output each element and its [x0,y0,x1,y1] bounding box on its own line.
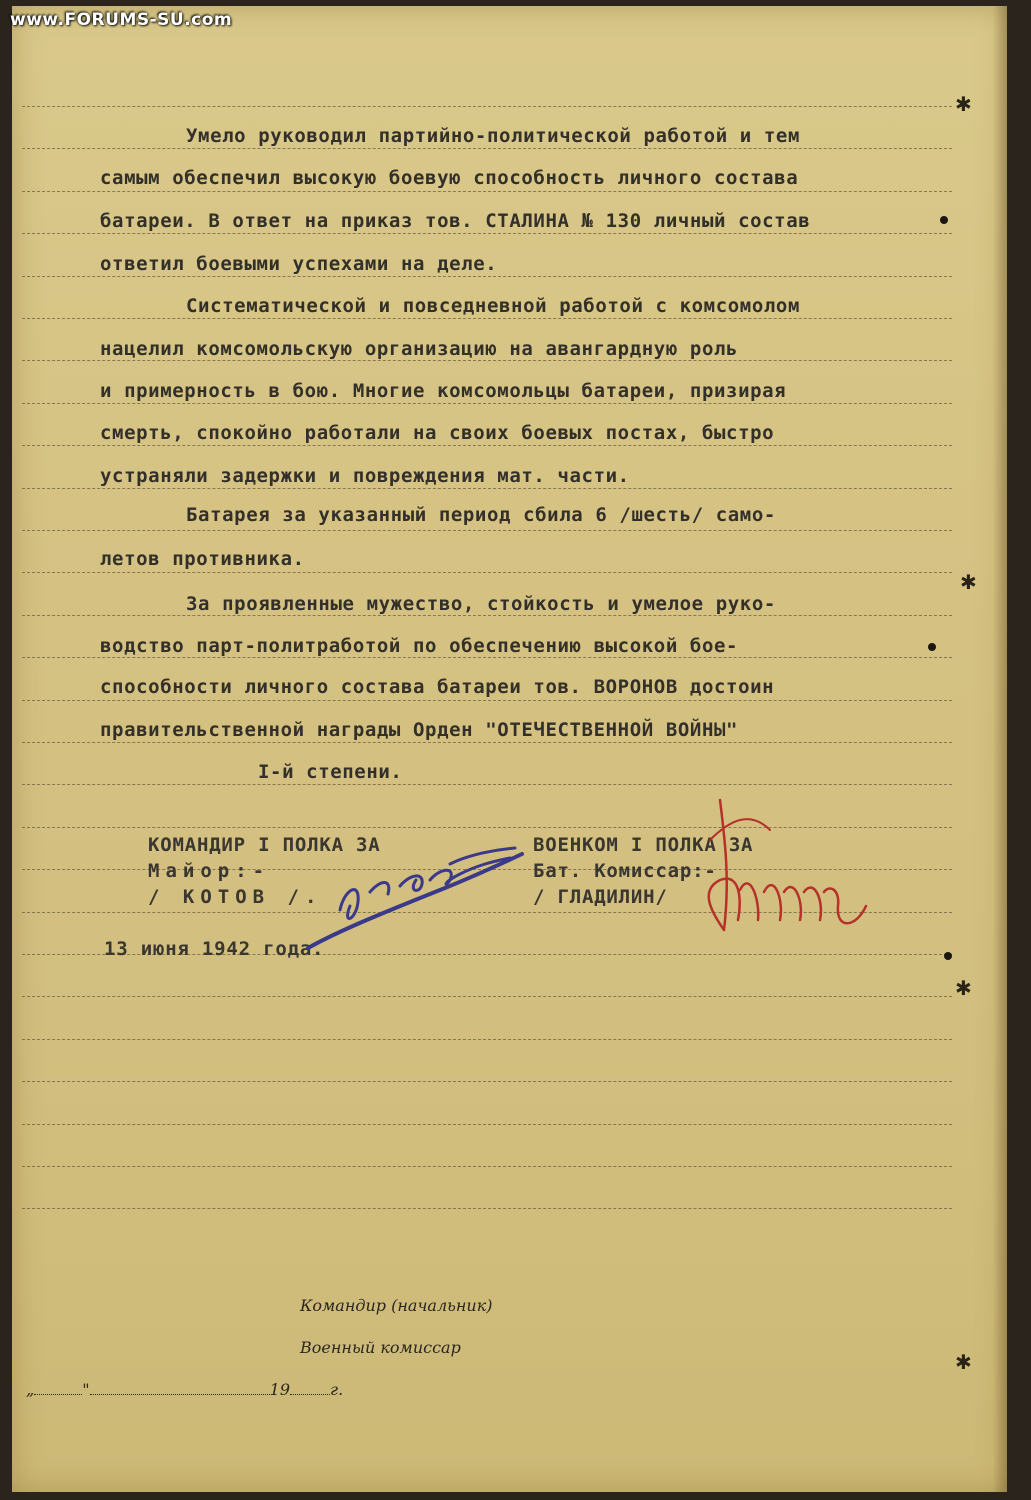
commissar-rank: Бат. Комиссар:- [533,860,717,882]
year-blank [290,1382,330,1395]
ruled-line [22,276,952,277]
ruled-line [22,996,952,997]
typed-line: самым обеспечил высокую боевую способность личного состава [100,167,799,189]
date-close-quote: " [82,1380,90,1399]
typed-line: устраняли задержки и повреждения мат. части. [100,465,630,487]
ruled-line [22,318,952,319]
punch-hole [928,643,936,651]
typed-line: способности личного состава батареи тов. ВОРОНОВ достоин [100,676,775,698]
typed-line: водство парт-политработой по обеспечению высокой бое- [100,635,739,657]
form-commissar-label: Военный комиссар [300,1338,461,1357]
sheet-edge-shadow [993,6,1007,1492]
commander-title: КОМАНДИР I ПОЛКА ЗА [148,834,381,856]
date-open-quote: „ [26,1380,35,1399]
commander-rank: Майор:- [148,860,271,882]
typed-line: ответил боевыми успехами на деле. [100,253,498,275]
day-blank [34,1382,82,1395]
typed-line: Систематической и повседневной работой с комсомолом [186,295,800,317]
ruled-line [22,1124,952,1125]
margin-star-mark: ✱ [955,976,972,1000]
typed-line: Батарея за указанный период сбила 6 /шесть/ само- [186,504,776,526]
typed-line: смерть, спокойно работали на своих боевых постах, быстро [100,422,775,444]
ruled-line [22,742,952,743]
ruled-line [22,148,952,149]
margin-star-mark: ✱ [960,570,977,594]
punch-hole [944,952,952,960]
ruled-line [22,784,952,785]
ruled-line [22,1208,952,1209]
ruled-line [22,1081,952,1082]
commander-name: / КОТОВ /. [148,886,323,908]
document-date: 13 июня 1942 года. [104,938,325,960]
ruled-line [22,912,952,913]
typed-line: I-й степени. [258,761,403,783]
ruled-line [22,191,952,192]
typed-line: нацелил комсомольскую организацию на авангардную роль [100,338,739,360]
ruled-line [22,1166,952,1167]
ruled-line [22,403,952,404]
typed-line: Умело руководил партийно-политической работой и тем [186,125,800,147]
margin-star-mark: ✱ [955,1350,972,1374]
typed-line: За проявленные мужество, стойкость и умелое руко- [186,593,776,615]
ruled-line [22,445,952,446]
typed-line: правительственной награды Орден "ОТЕЧЕСТВЕННОЙ ВОЙНЫ" [100,719,739,741]
ruled-line [22,572,952,573]
punch-hole [940,216,948,224]
form-commander-label: Командир (начальник) [300,1296,493,1315]
watermark: www.FORUMS-SU.com [10,10,233,30]
ruled-line [22,827,952,828]
commissar-title: ВОЕНКОМ I ПОЛКА ЗА [533,834,754,856]
typed-line: батареи. В ответ на приказ тов. СТАЛИНА № 130 личный состав [100,210,811,232]
month-blank [90,1382,270,1395]
ruled-line [22,530,952,531]
commissar-name: / ГЛАДИЛИН/ [533,886,668,908]
typed-line: и примерность в бою. Многие комсомольцы батареи, призирая [100,380,787,402]
margin-star-mark: ✱ [955,92,972,116]
ruled-line [22,488,952,489]
form-date-line [26,1380,343,1399]
year-suffix: г. [330,1380,344,1399]
ruled-line [22,700,952,701]
ruled-line [22,106,952,107]
year-prefix: 19 [269,1380,291,1399]
ruled-line [22,233,952,234]
typed-line: летов противника. [100,548,305,570]
ruled-line [22,1039,952,1040]
